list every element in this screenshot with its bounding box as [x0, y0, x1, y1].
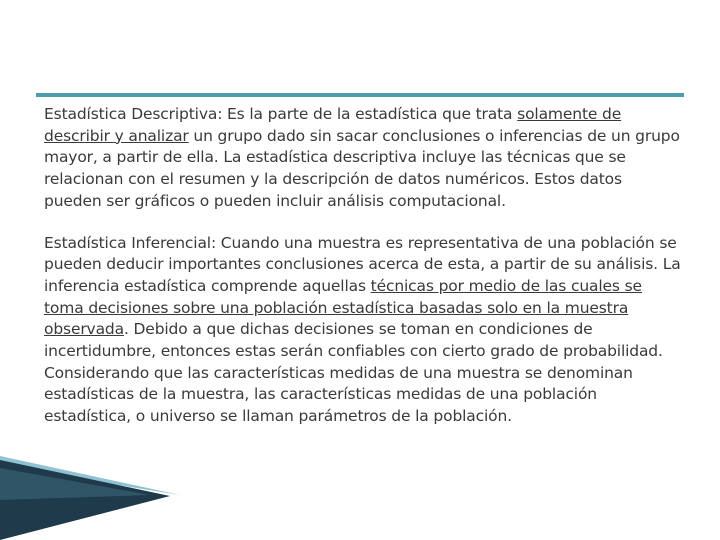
body-text	[44, 104, 684, 428]
paragraph-1-text-continued: un grupo dado sin sacar conclusiones o inferencias de un grupo mayor, a partir de ella. La estadística descriptiva incluye las técnicas que se relacionan con el resumen y la descripción de datos numéricos. Estos datos pueden ser gráficos o pueden incluir análisis computacional.	[44, 126, 680, 210]
paragraph-1-text: Estadística Descriptiva: Es la parte de la estadística que trata	[44, 105, 518, 123]
paragraph-1-underlined-text: solamente de describir y analizar	[44, 105, 622, 145]
paragraph-descriptive-statistics	[44, 104, 684, 213]
paragraph-2-text-continued: . Debido a que dichas decisiones se toman en condiciones de incertidumbre, entonces estas serán confiables con cierto grado de probabilidad. Considerando que las características medidas de una muestra se denominan estadísticas de la muestra, las características medidas de una población estadística, o universo se llaman parámetros de la población.	[44, 320, 663, 426]
paragraph-2-underlined-text: técnicas por medio de las cuales se toma decisiones sobre una población estadística basadas solo en la muestra observada	[44, 276, 642, 339]
swoosh-dark-band	[0, 460, 170, 540]
paragraph-2-text: Estadística Inferencial: Cuando una muestra es representativa de una población se pueden deducir importantes conclusiones acerca de esta, a partir de su análisis. La inferencia estadística comprende aquellas	[44, 233, 681, 295]
paragraph-inferential-statistics	[44, 233, 684, 428]
accent-rule	[36, 93, 684, 97]
corner-swoosh-decoration	[0, 440, 720, 540]
